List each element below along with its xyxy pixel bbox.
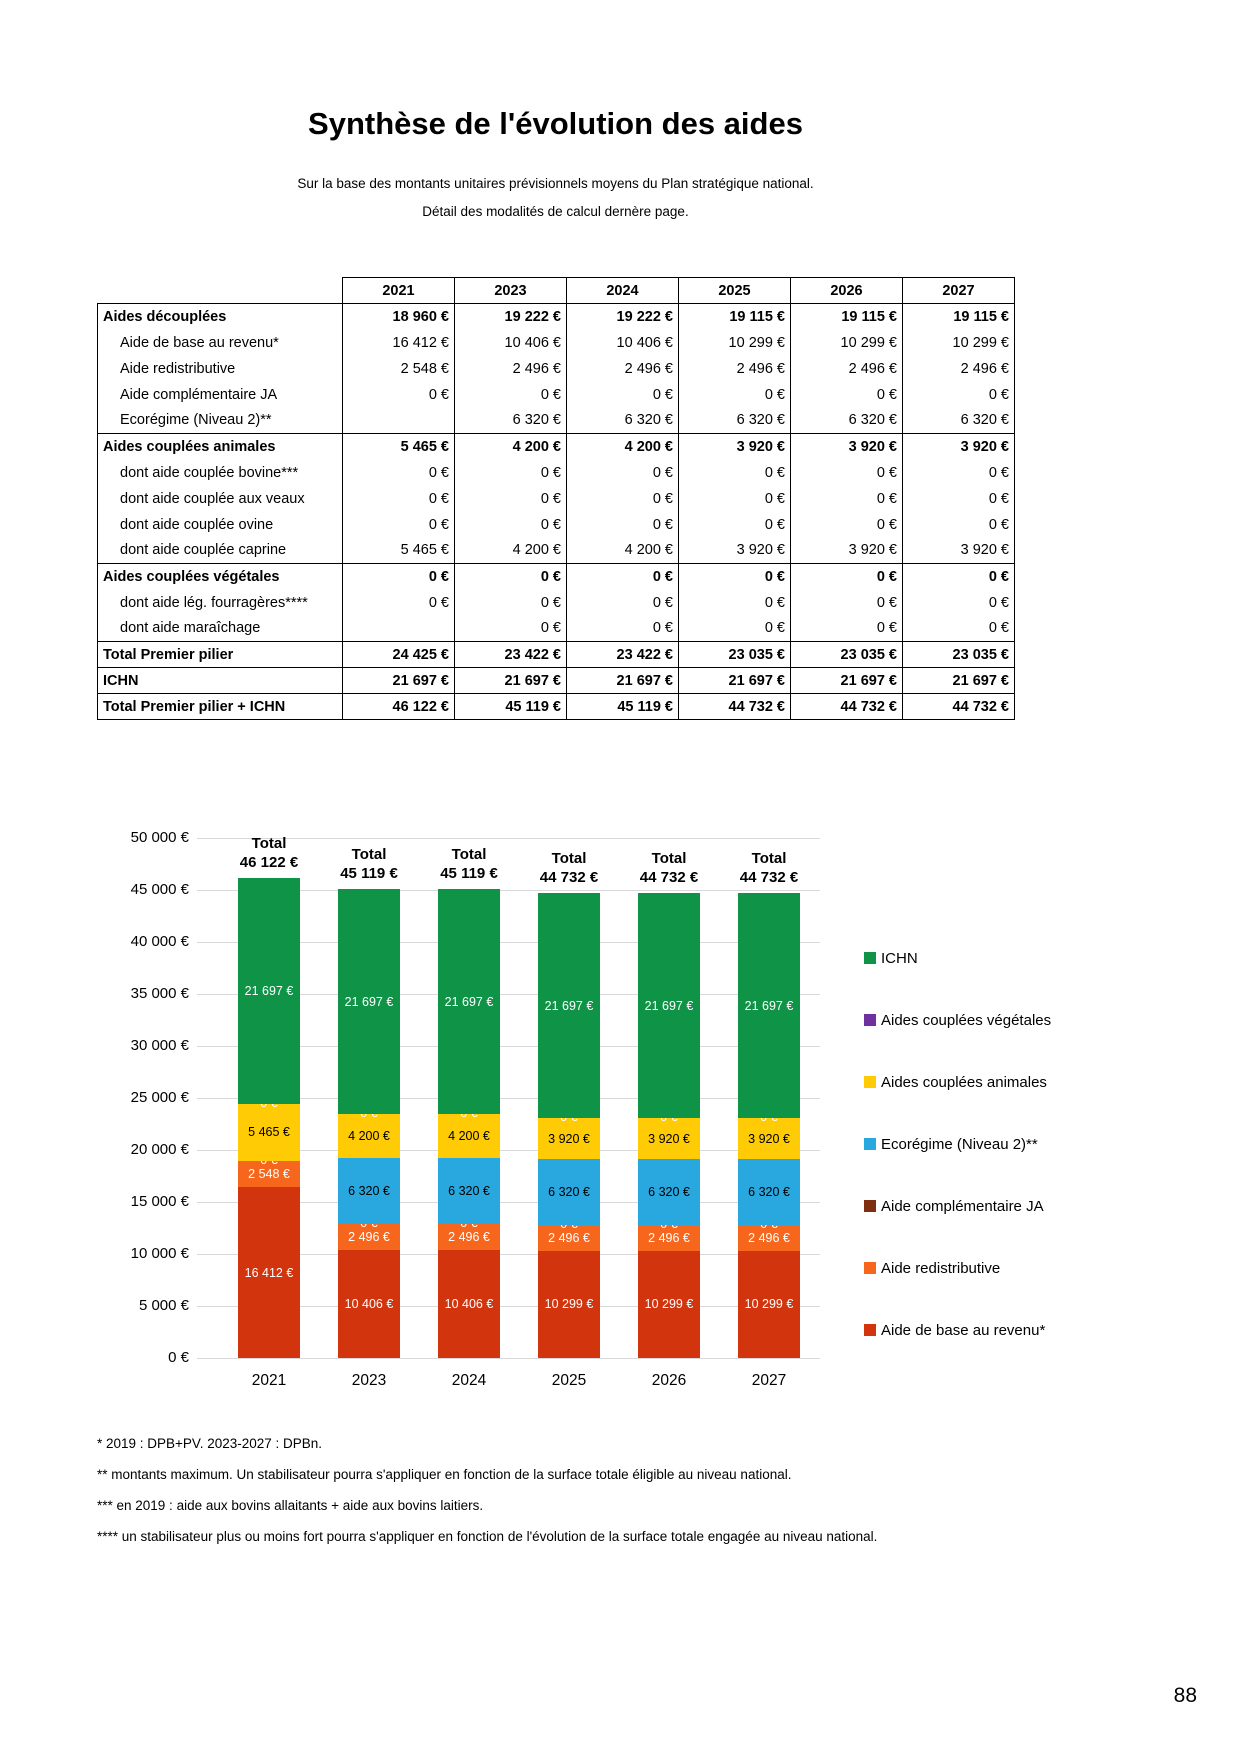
- value-cell: 3 920 €: [679, 538, 791, 564]
- value-cell: 0 €: [903, 564, 1015, 590]
- row-label-cell: dont aide maraîchage: [98, 616, 343, 642]
- table-year-header: 2023: [455, 278, 567, 304]
- table-corner-cell: [98, 278, 343, 304]
- bar-total-prefix: Total: [651, 849, 687, 867]
- value-cell: 23 035 €: [679, 642, 791, 668]
- table-header: [98, 278, 1015, 304]
- row-label-cell: dont aide lég. fourragères****: [98, 590, 343, 616]
- table-row: [98, 486, 1015, 512]
- legend-swatch-icon: [864, 1076, 876, 1088]
- legend-label: Aide complémentaire JA: [881, 1197, 1044, 1215]
- bar-segment-label: 3 920 €: [748, 1131, 790, 1146]
- value-cell: 3 920 €: [903, 538, 1015, 564]
- value-cell: 0 €: [455, 460, 567, 486]
- y-tick-label: 25 000 €: [130, 1089, 189, 1106]
- row-label-cell: dont aide couplée ovine: [98, 512, 343, 538]
- legend-item: [864, 1135, 1038, 1153]
- value-cell: 0 €: [791, 382, 903, 408]
- table-row: [98, 304, 1015, 330]
- value-cell: 2 496 €: [455, 356, 567, 382]
- value-cell: 0 €: [455, 616, 567, 642]
- table-row: [98, 642, 1015, 668]
- bar-segment-label: 2 496 €: [648, 1230, 690, 1245]
- value-cell: 0 €: [679, 486, 791, 512]
- value-cell: [343, 408, 455, 434]
- value-cell: 0 €: [791, 512, 903, 538]
- value-cell: 0 €: [679, 512, 791, 538]
- bar-segment-label: 16 412 €: [244, 1265, 294, 1280]
- table-row: [98, 408, 1015, 434]
- bar-segment-label: 3 920 €: [548, 1131, 590, 1146]
- bar-segment-label: 2 496 €: [548, 1230, 590, 1245]
- table-row: [98, 382, 1015, 408]
- value-cell: 6 320 €: [567, 408, 679, 434]
- value-cell: 21 697 €: [567, 668, 679, 694]
- bar-segment-label: 10 299 €: [544, 1297, 594, 1312]
- row-label-cell: dont aide couplée caprine: [98, 538, 343, 564]
- bar-total-prefix: Total: [551, 849, 587, 867]
- value-cell: 0 €: [903, 486, 1015, 512]
- footnote-3: *** en 2019 : aide aux bovins allaitants + aide aux bovins laitiers.: [97, 1498, 484, 1513]
- legend-item: [864, 1321, 1045, 1339]
- value-cell: 0 €: [567, 382, 679, 408]
- legend-label: Aides couplées végétales: [881, 1011, 1052, 1029]
- x-tick-label: 2023: [351, 1372, 387, 1389]
- value-cell: 0 €: [567, 616, 679, 642]
- page-number: 88: [1173, 1684, 1197, 1707]
- value-cell: 6 320 €: [903, 408, 1015, 434]
- bar-segment-label: 21 697 €: [744, 998, 794, 1013]
- table-row: [98, 694, 1015, 720]
- value-cell: 19 222 €: [567, 304, 679, 330]
- bar-segment-label: 6 320 €: [448, 1183, 490, 1198]
- value-cell: 0 €: [791, 486, 903, 512]
- bar-segment-label: 21 697 €: [244, 984, 294, 999]
- bar-segment-label: 21 697 €: [644, 998, 694, 1013]
- table-row: [98, 460, 1015, 486]
- value-cell: 45 119 €: [455, 694, 567, 720]
- bar-segment-label: 10 299 €: [744, 1297, 794, 1312]
- subtitle-line-2: Détail des modalités de calcul dernère page.: [422, 204, 689, 219]
- value-cell: 19 115 €: [679, 304, 791, 330]
- legend-swatch-icon: [864, 952, 876, 964]
- bar-total-prefix: Total: [351, 845, 387, 863]
- value-cell: 0 €: [455, 590, 567, 616]
- value-cell: 4 200 €: [567, 538, 679, 564]
- value-cell: 18 960 €: [343, 304, 455, 330]
- value-cell: 21 697 €: [343, 668, 455, 694]
- value-cell: 6 320 €: [791, 408, 903, 434]
- bar-total-value: 45 119 €: [440, 864, 498, 882]
- table-year-header: 2021: [343, 278, 455, 304]
- table-row: [98, 330, 1015, 356]
- value-cell: 2 496 €: [679, 356, 791, 382]
- bar-segment-label: 10 406 €: [444, 1296, 494, 1311]
- table-row: [98, 434, 1015, 460]
- footnote-4: **** un stabilisateur plus ou moins fort pourra s'appliquer en fonction de l'évolution de la surface totale engagée au niveau national.: [97, 1529, 878, 1544]
- value-cell: 0 €: [343, 564, 455, 590]
- value-cell: 0 €: [679, 590, 791, 616]
- table-year-header: 2025: [679, 278, 791, 304]
- table-header-row: [98, 278, 1015, 304]
- value-cell: 5 465 €: [343, 434, 455, 460]
- value-cell: 0 €: [567, 564, 679, 590]
- table-row: [98, 538, 1015, 564]
- value-cell: 2 496 €: [567, 356, 679, 382]
- legend-label: ICHN: [881, 949, 918, 967]
- value-cell: 5 465 €: [343, 538, 455, 564]
- value-cell: 3 920 €: [791, 434, 903, 460]
- footnote-2: ** montants maximum. Un stabilisateur pourra s'appliquer en fonction de la surface totale éligible au niveau national.: [97, 1467, 792, 1482]
- bar-segment-label: 21 697 €: [544, 998, 594, 1013]
- stacked-bar-chart: [97, 820, 1167, 1410]
- value-cell: 4 200 €: [567, 434, 679, 460]
- value-cell: 0 €: [455, 512, 567, 538]
- bar-segment-label: 4 200 €: [448, 1129, 490, 1144]
- value-cell: 44 732 €: [791, 694, 903, 720]
- value-cell: 10 299 €: [791, 330, 903, 356]
- aid-evolution-table: [97, 277, 1015, 720]
- value-cell: 0 €: [679, 460, 791, 486]
- value-cell: 0 €: [343, 382, 455, 408]
- value-cell: 19 222 €: [455, 304, 567, 330]
- bar-total-label: [521, 849, 617, 887]
- value-cell: 0 €: [903, 382, 1015, 408]
- value-cell: 2 496 €: [903, 356, 1015, 382]
- value-cell: 45 119 €: [567, 694, 679, 720]
- table-year-header: 2026: [791, 278, 903, 304]
- row-label-cell: Aide redistributive: [98, 356, 343, 382]
- legend-item: [864, 949, 918, 967]
- bar-total-prefix: Total: [751, 849, 787, 867]
- table-row: [98, 590, 1015, 616]
- value-cell: 24 425 €: [343, 642, 455, 668]
- legend-swatch-icon: [864, 1200, 876, 1212]
- bar-segment-label: 2 548 €: [248, 1167, 290, 1182]
- bar-total-label: [321, 845, 417, 883]
- table-year-header: 2024: [567, 278, 679, 304]
- value-cell: 0 €: [791, 616, 903, 642]
- value-cell: 0 €: [903, 512, 1015, 538]
- table-row: [98, 616, 1015, 642]
- table-year-header: 2027: [903, 278, 1015, 304]
- value-cell: 0 €: [903, 616, 1015, 642]
- bar-segment-label: 10 406 €: [344, 1296, 394, 1311]
- x-tick-label: 2025: [551, 1372, 587, 1389]
- value-cell: 0 €: [679, 564, 791, 590]
- value-cell: 23 035 €: [791, 642, 903, 668]
- value-cell: 10 406 €: [455, 330, 567, 356]
- value-cell: 0 €: [791, 564, 903, 590]
- bar-segment-label: 10 299 €: [644, 1297, 694, 1312]
- value-cell: 0 €: [455, 382, 567, 408]
- value-cell: 10 406 €: [567, 330, 679, 356]
- value-cell: [343, 616, 455, 642]
- legend-item: [864, 1073, 1047, 1091]
- value-cell: 44 732 €: [903, 694, 1015, 720]
- bar-total-value: 44 732 €: [639, 868, 699, 886]
- row-label-cell: dont aide couplée bovine***: [98, 460, 343, 486]
- table-row: [98, 564, 1015, 590]
- y-tick-label: 5 000 €: [138, 1297, 189, 1314]
- value-cell: 23 422 €: [455, 642, 567, 668]
- bar-segment-label: 2 496 €: [448, 1229, 490, 1244]
- gridline: [197, 1358, 820, 1359]
- row-label-cell: Aides couplées animales: [98, 434, 343, 460]
- value-cell: 21 697 €: [903, 668, 1015, 694]
- value-cell: 44 732 €: [679, 694, 791, 720]
- bar-segment-label: 4 200 €: [348, 1129, 390, 1144]
- value-cell: 4 200 €: [455, 434, 567, 460]
- subtitle-line-1: Sur la base des montants unitaires prévisionnels moyens du Plan stratégique national.: [297, 176, 814, 191]
- bar-segment-label: 2 496 €: [348, 1229, 390, 1244]
- value-cell: 2 548 €: [343, 356, 455, 382]
- value-cell: 3 920 €: [679, 434, 791, 460]
- value-cell: 21 697 €: [679, 668, 791, 694]
- row-label-cell: Aides découplées: [98, 304, 343, 330]
- value-cell: 0 €: [567, 486, 679, 512]
- y-tick-label: 10 000 €: [130, 1245, 189, 1262]
- y-tick-label: 20 000 €: [130, 1141, 189, 1158]
- value-cell: 46 122 €: [343, 694, 455, 720]
- table-body: [98, 304, 1015, 720]
- bar-total-value: 44 732 €: [539, 868, 599, 886]
- row-label-cell: Total Premier pilier + ICHN: [98, 694, 343, 720]
- x-tick-label: 2027: [751, 1372, 787, 1389]
- value-cell: 6 320 €: [679, 408, 791, 434]
- legend-swatch-icon: [864, 1138, 876, 1150]
- row-label-cell: ICHN: [98, 668, 343, 694]
- value-cell: 16 412 €: [343, 330, 455, 356]
- bar-segment-label: 2 496 €: [748, 1230, 790, 1245]
- x-tick-label: 2024: [451, 1372, 487, 1389]
- bar-segment-label: 3 920 €: [648, 1131, 690, 1146]
- value-cell: 0 €: [791, 460, 903, 486]
- y-tick-label: 30 000 €: [130, 1037, 189, 1054]
- row-label-cell: Aides couplées végétales: [98, 564, 343, 590]
- value-cell: 19 115 €: [791, 304, 903, 330]
- value-cell: 0 €: [679, 616, 791, 642]
- row-label-cell: Total Premier pilier: [98, 642, 343, 668]
- value-cell: 21 697 €: [455, 668, 567, 694]
- table-row: [98, 668, 1015, 694]
- legend-swatch-icon: [864, 1262, 876, 1274]
- y-tick-label: 0 €: [168, 1349, 189, 1366]
- row-label-cell: Aide complémentaire JA: [98, 382, 343, 408]
- legend-label: Aide de base au revenu*: [881, 1321, 1046, 1339]
- value-cell: 3 920 €: [791, 538, 903, 564]
- value-cell: 0 €: [567, 460, 679, 486]
- legend-swatch-icon: [864, 1014, 876, 1026]
- value-cell: 0 €: [567, 590, 679, 616]
- value-cell: 0 €: [455, 486, 567, 512]
- value-cell: 0 €: [343, 590, 455, 616]
- x-tick-label: 2026: [651, 1372, 687, 1389]
- row-label-cell: dont aide couplée aux veaux: [98, 486, 343, 512]
- y-tick-label: 50 000 €: [130, 829, 189, 846]
- value-cell: 23 422 €: [567, 642, 679, 668]
- bar-segment-label: 6 320 €: [648, 1185, 690, 1200]
- value-cell: 0 €: [343, 512, 455, 538]
- value-cell: 10 299 €: [679, 330, 791, 356]
- bar-segment-label: 21 697 €: [344, 994, 394, 1009]
- table-row: [98, 512, 1015, 538]
- bar-total-label: [421, 845, 517, 883]
- x-tick-label: 2021: [251, 1372, 287, 1389]
- value-cell: 0 €: [903, 590, 1015, 616]
- bar-total-value: 46 122 €: [239, 854, 299, 872]
- page-title: Synthèse de l'évolution des aides: [308, 106, 803, 141]
- value-cell: 0 €: [791, 590, 903, 616]
- legend-item: [864, 1197, 1044, 1215]
- footnote-1: * 2019 : DPB+PV. 2023-2027 : DPBn.: [97, 1436, 323, 1451]
- value-cell: 3 920 €: [903, 434, 1015, 460]
- legend-item: [864, 1259, 1000, 1277]
- bar-total-label: [621, 849, 717, 887]
- legend-item: [864, 1011, 1051, 1029]
- footnotes: [97, 1437, 1147, 1561]
- bar-total-label: [221, 834, 317, 872]
- bar-total-value: 44 732 €: [739, 868, 799, 886]
- value-cell: 4 200 €: [455, 538, 567, 564]
- bar-segment-label: 6 320 €: [548, 1185, 590, 1200]
- value-cell: 23 035 €: [903, 642, 1015, 668]
- legend-swatch-icon: [864, 1324, 876, 1336]
- bar-segment-label: 6 320 €: [748, 1185, 790, 1200]
- y-tick-label: 35 000 €: [130, 985, 189, 1002]
- bar-total-value: 45 119 €: [340, 864, 398, 882]
- value-cell: 0 €: [567, 512, 679, 538]
- value-cell: 21 697 €: [791, 668, 903, 694]
- bar-total-prefix: Total: [251, 835, 287, 853]
- y-tick-label: 45 000 €: [130, 881, 189, 898]
- bar-segment-label: 21 697 €: [444, 994, 494, 1009]
- value-cell: 0 €: [903, 460, 1015, 486]
- y-tick-label: 40 000 €: [130, 933, 189, 950]
- value-cell: 6 320 €: [455, 408, 567, 434]
- row-label-cell: Aide de base au revenu*: [98, 330, 343, 356]
- legend-label: Ecorégime (Niveau 2)**: [881, 1135, 1038, 1153]
- bar-segment-label: 6 320 €: [348, 1183, 390, 1198]
- y-tick-label: 15 000 €: [130, 1193, 189, 1210]
- legend-label: Aides couplées animales: [881, 1073, 1047, 1091]
- value-cell: 10 299 €: [903, 330, 1015, 356]
- value-cell: 0 €: [455, 564, 567, 590]
- value-cell: 2 496 €: [791, 356, 903, 382]
- value-cell: 19 115 €: [903, 304, 1015, 330]
- bar-total-prefix: Total: [451, 845, 487, 863]
- row-label-cell: Ecorégime (Niveau 2)**: [98, 408, 343, 434]
- table-row: [98, 356, 1015, 382]
- value-cell: 0 €: [679, 382, 791, 408]
- legend-label: Aide redistributive: [881, 1259, 1001, 1277]
- value-cell: 0 €: [343, 486, 455, 512]
- bar-segment-label: 5 465 €: [248, 1125, 290, 1140]
- value-cell: 0 €: [343, 460, 455, 486]
- bar-total-label: [721, 849, 817, 887]
